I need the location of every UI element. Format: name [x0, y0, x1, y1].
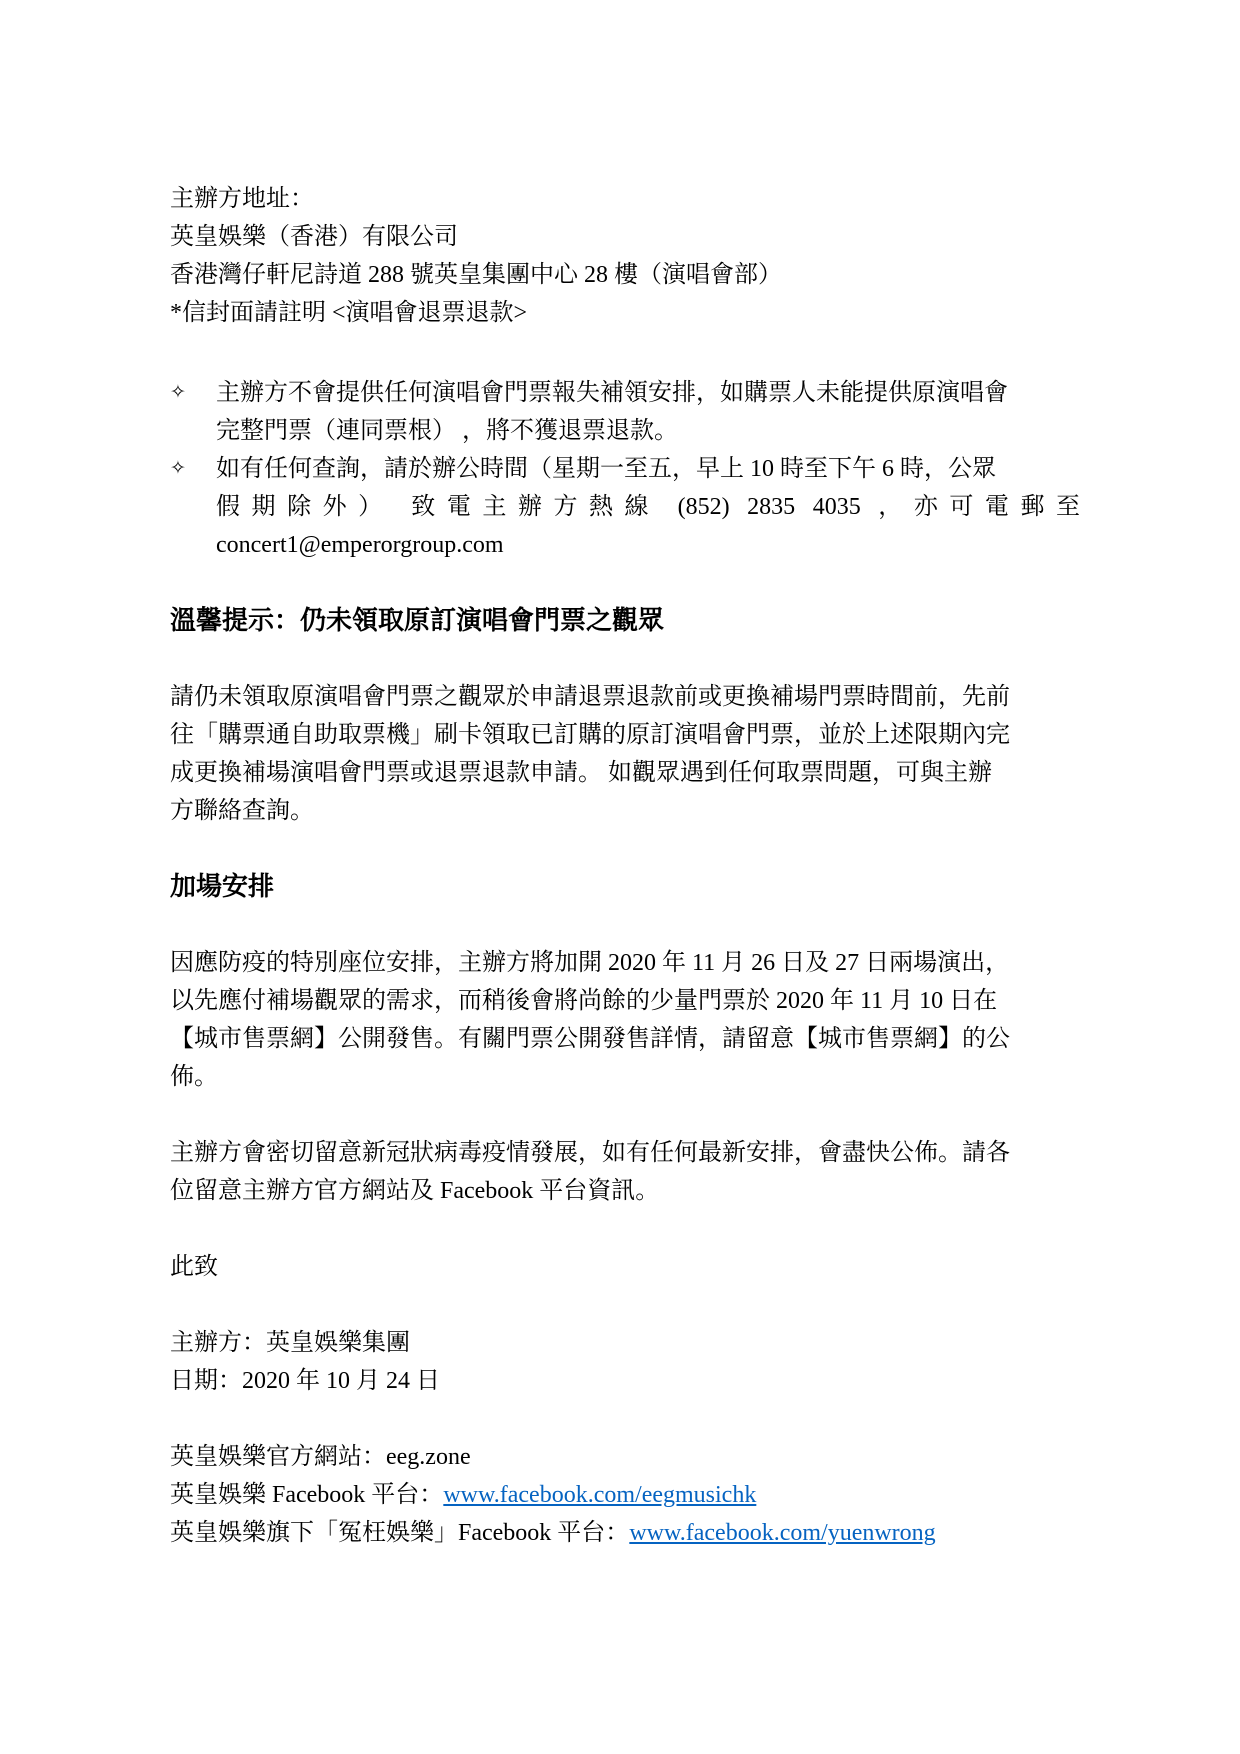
- links-block: [170, 1438, 1080, 1552]
- organizer-address-block: [170, 180, 1080, 332]
- diamond-bullet-icon: ✧: [170, 382, 186, 403]
- reminder-line: 方聯絡查詢。: [170, 798, 314, 824]
- closing-salutation: 此致: [170, 1254, 218, 1280]
- reminder-line: 請仍未領取原演唱會門票之觀眾於申請退票退款前或更換補場門票時間前，先前: [170, 684, 1010, 710]
- extra-shows-heading: 加場安排: [170, 872, 275, 901]
- company-name: 英皇娛樂（香港）有限公司: [170, 224, 458, 250]
- bullet1-line1: 主辦方不會提供任何演唱會門票報失補領安排，如購票人未能提供原演唱會: [216, 380, 1008, 406]
- official-site-line: [170, 1438, 1080, 1476]
- reminder-heading: 溫馨提示：仍未領取原訂演唱會門票之觀眾: [170, 606, 665, 635]
- official-site-value: eeg.zone: [386, 1444, 471, 1470]
- extra-shows-paragraph-2: [170, 1134, 1080, 1210]
- reminder-line: 往「購票通自助取票機」刷卡領取已訂購的原訂演唱會門票，並於上述限期內完: [170, 722, 1010, 748]
- signature-block: [170, 1324, 1080, 1400]
- extra-shows-paragraph-1: [170, 944, 1080, 1096]
- facebook-link-2[interactable]: www.facebook.com/yuenwrong: [629, 1520, 936, 1546]
- list-item: [170, 450, 1080, 564]
- extra-shows-line: 因應防疫的特別座位安排，主辦方將加開 2020 年 11 月 26 日及 27 日兩場演出，: [170, 950, 1010, 976]
- facebook-line-1: [170, 1476, 1080, 1514]
- facebook-1-label: 英皇娛樂 Facebook 平台：: [170, 1482, 444, 1508]
- extra-shows-line: 佈。: [170, 1064, 218, 1090]
- notes-bullet-list: [170, 374, 1080, 564]
- diamond-bullet-icon: ✧: [170, 458, 186, 479]
- facebook-link-1[interactable]: www.facebook.com/eegmusichk: [443, 1482, 757, 1508]
- bullet1-line2: 完整門票（連同票根） ，將不獲退票退款。: [216, 418, 678, 444]
- organizer-name: 主辦方：英皇娛樂集團: [170, 1330, 410, 1356]
- official-site-label: 英皇娛樂官方網站：: [170, 1444, 386, 1470]
- email-text: concert1@emperorgroup.com: [216, 532, 504, 558]
- envelope-note: *信封面請註明 <演唱會退票退款>: [170, 300, 528, 326]
- letter-date: 日期：2020 年 10 月 24 日: [170, 1368, 440, 1394]
- list-item: [170, 374, 1080, 450]
- bullet2-line1: 如有任何查詢，請於辦公時間（星期一至五，早上 10 時至下午 6 時，公眾: [216, 456, 996, 482]
- facebook-2-label: 英皇娛樂旗下「冤枉娛樂」Facebook 平台：: [170, 1520, 630, 1546]
- covid-notice-line: 位留意主辦方官方網站及 Facebook 平台資訊。: [170, 1178, 660, 1204]
- reminder-line: 成更換補場演唱會門票或退票退款申請。 如觀眾遇到任何取票問題，可與主辦: [170, 760, 992, 786]
- company-address: 香港灣仔軒尼詩道 288 號英皇集團中心 28 樓（演唱會部）: [170, 262, 782, 288]
- reminder-paragraph: [170, 678, 1080, 830]
- address-label: 主辦方地址：: [170, 186, 314, 212]
- bullet2-hotline-line: 假期除外） 致電主辦方熱線 (852) 2835 4035 ，亦可電郵至: [216, 494, 1080, 520]
- facebook-line-2: [170, 1514, 1080, 1552]
- extra-shows-line: 以先應付補場觀眾的需求，而稍後會將尚餘的少量門票於 2020 年 11 月 10 日在: [170, 988, 998, 1014]
- extra-shows-line: 【城市售票網】公開發售。有關門票公開發售詳情，請留意【城市售票網】的公: [170, 1026, 1010, 1052]
- covid-notice-line: 主辦方會密切留意新冠狀病毒疫情發展，如有任何最新安排，會盡快公佈。請各: [170, 1140, 1010, 1166]
